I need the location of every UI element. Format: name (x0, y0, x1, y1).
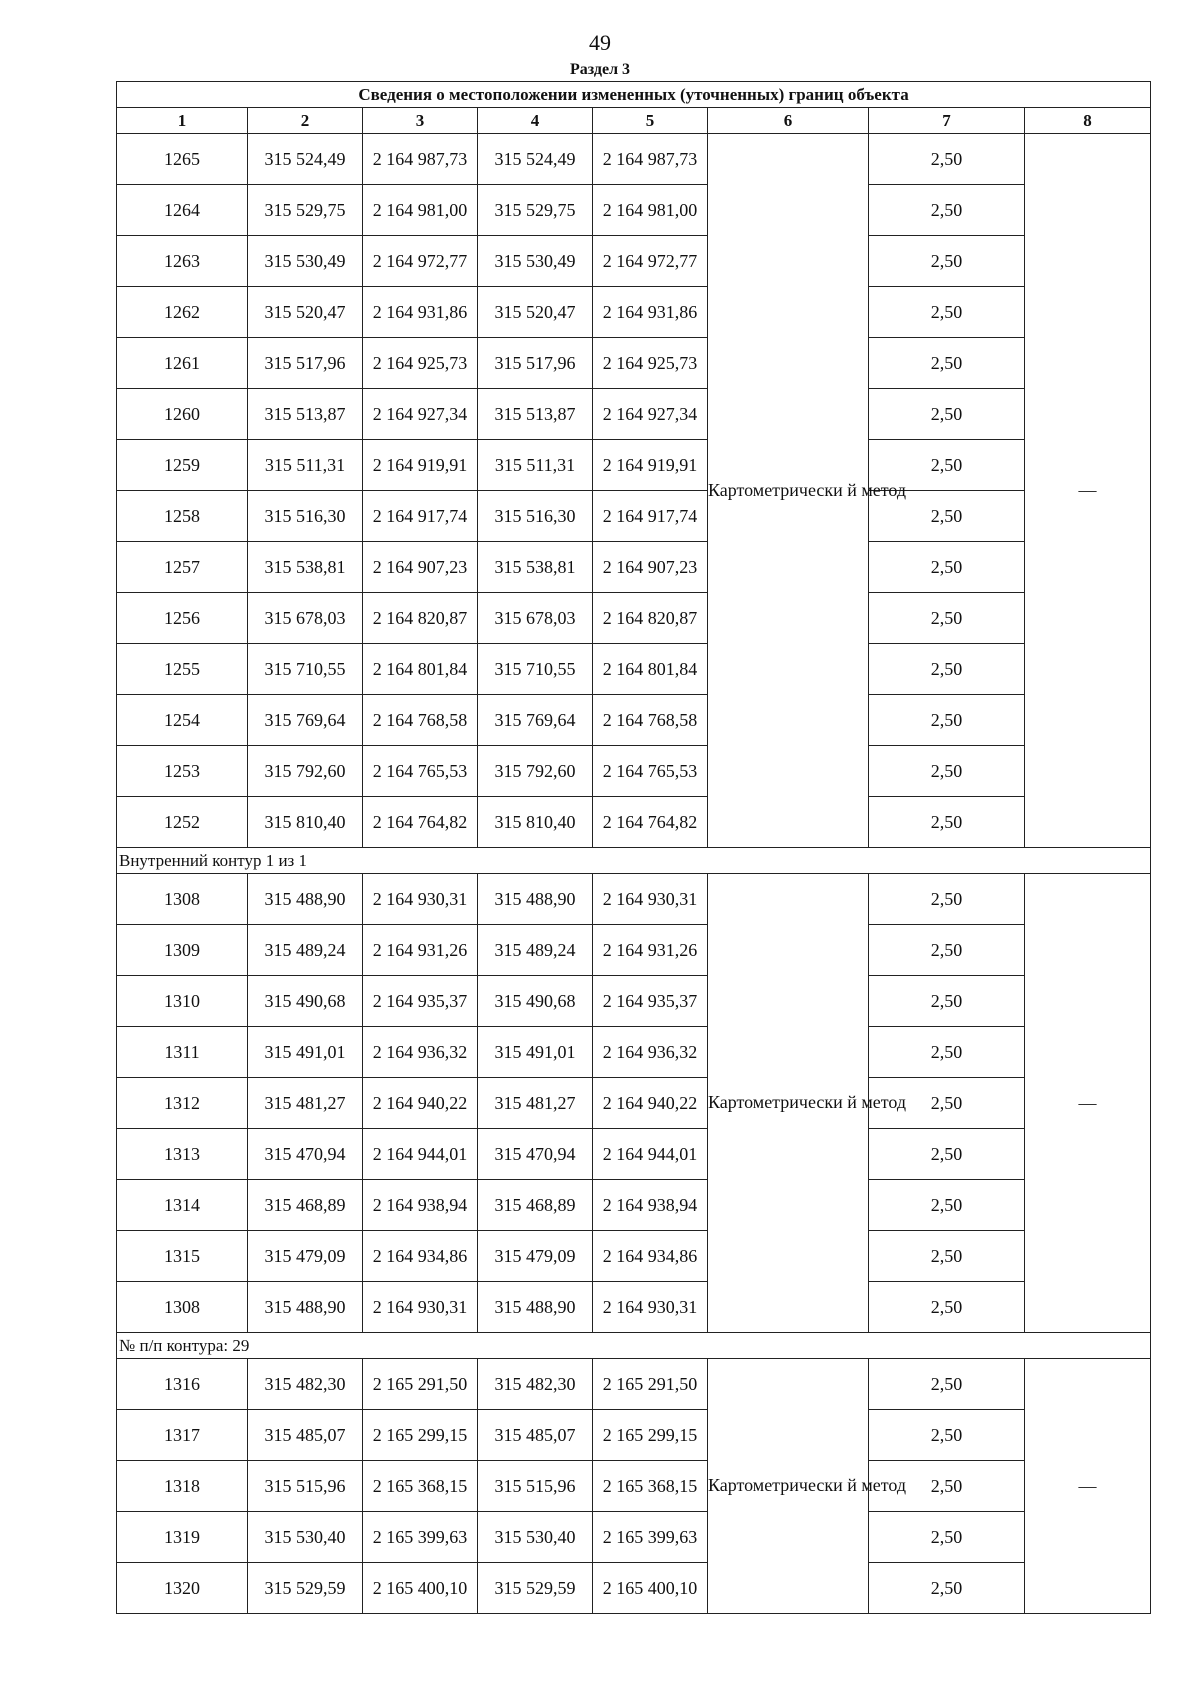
x-old-cell: 315 710,55 (248, 644, 363, 695)
precision-cell: 2,50 (869, 1027, 1025, 1078)
x-new-cell: 315 470,94 (478, 1129, 593, 1180)
x-old-cell: 315 792,60 (248, 746, 363, 797)
precision-cell: 2,50 (869, 491, 1025, 542)
column-number: 7 (869, 108, 1025, 134)
y-new-cell: 2 164 940,22 (593, 1078, 708, 1129)
column-numbers-row (117, 108, 1151, 134)
point-number-cell: 1259 (117, 440, 248, 491)
table-caption-row (117, 82, 1151, 108)
y-new-cell: 2 164 944,01 (593, 1129, 708, 1180)
x-new-cell: 315 678,03 (478, 593, 593, 644)
point-number-cell: 1308 (117, 1282, 248, 1333)
x-new-cell: 315 530,49 (478, 236, 593, 287)
table-row (117, 542, 1151, 593)
point-number-cell: 1263 (117, 236, 248, 287)
x-new-cell: 315 530,40 (478, 1512, 593, 1563)
y-new-cell: 2 164 930,31 (593, 874, 708, 925)
table-row (117, 1129, 1151, 1180)
table-row (117, 491, 1151, 542)
y-new-cell: 2 164 930,31 (593, 1282, 708, 1333)
table-row (117, 593, 1151, 644)
y-new-cell: 2 164 768,58 (593, 695, 708, 746)
y-old-cell: 2 164 925,73 (363, 338, 478, 389)
precision-cell: 2,50 (869, 185, 1025, 236)
y-new-cell: 2 164 801,84 (593, 644, 708, 695)
point-number-cell: 1262 (117, 287, 248, 338)
y-old-cell: 2 164 935,37 (363, 976, 478, 1027)
y-old-cell: 2 164 931,86 (363, 287, 478, 338)
y-new-cell: 2 164 764,82 (593, 797, 708, 848)
y-new-cell: 2 165 400,10 (593, 1563, 708, 1614)
point-number-cell: 1313 (117, 1129, 248, 1180)
point-number-cell: 1310 (117, 976, 248, 1027)
x-new-cell: 315 769,64 (478, 695, 593, 746)
x-old-cell: 315 529,75 (248, 185, 363, 236)
x-old-cell: 315 468,89 (248, 1180, 363, 1231)
y-new-cell: 2 164 931,26 (593, 925, 708, 976)
y-old-cell: 2 164 938,94 (363, 1180, 478, 1231)
point-number-cell: 1312 (117, 1078, 248, 1129)
y-new-cell: 2 164 765,53 (593, 746, 708, 797)
y-old-cell: 2 164 987,73 (363, 134, 478, 185)
x-new-cell: 315 489,24 (478, 925, 593, 976)
point-number-cell: 1261 (117, 338, 248, 389)
point-number-cell: 1318 (117, 1461, 248, 1512)
precision-cell: 2,50 (869, 1359, 1025, 1410)
precision-cell: 2,50 (869, 976, 1025, 1027)
x-old-cell: 315 515,96 (248, 1461, 363, 1512)
column-number: 8 (1025, 108, 1151, 134)
table-row (117, 797, 1151, 848)
y-new-cell: 2 164 981,00 (593, 185, 708, 236)
y-new-cell: 2 164 917,74 (593, 491, 708, 542)
x-new-cell: 315 529,75 (478, 185, 593, 236)
y-old-cell: 2 164 764,82 (363, 797, 478, 848)
precision-cell: 2,50 (869, 389, 1025, 440)
y-new-cell: 2 164 927,34 (593, 389, 708, 440)
y-old-cell: 2 164 820,87 (363, 593, 478, 644)
column-number: 3 (363, 108, 478, 134)
precision-cell: 2,50 (869, 1078, 1025, 1129)
x-old-cell: 315 488,90 (248, 1282, 363, 1333)
x-new-cell: 315 792,60 (478, 746, 593, 797)
x-old-cell: 315 491,01 (248, 1027, 363, 1078)
precision-cell: 2,50 (869, 1512, 1025, 1563)
table-row (117, 1180, 1151, 1231)
point-number-cell: 1255 (117, 644, 248, 695)
precision-cell: 2,50 (869, 644, 1025, 695)
precision-cell: 2,50 (869, 1563, 1025, 1614)
column-number: 4 (478, 108, 593, 134)
x-new-cell: 315 529,59 (478, 1563, 593, 1614)
y-old-cell: 2 165 299,15 (363, 1410, 478, 1461)
x-old-cell: 315 530,40 (248, 1512, 363, 1563)
precision-cell: 2,50 (869, 925, 1025, 976)
point-number-cell: 1253 (117, 746, 248, 797)
x-new-cell: 315 468,89 (478, 1180, 593, 1231)
x-old-cell: 315 810,40 (248, 797, 363, 848)
contour-header: № п/п контура: 29 (117, 1333, 1151, 1359)
x-old-cell: 315 530,49 (248, 236, 363, 287)
x-old-cell: 315 517,96 (248, 338, 363, 389)
point-number-cell: 1257 (117, 542, 248, 593)
point-number-cell: 1316 (117, 1359, 248, 1410)
precision-cell: 2,50 (869, 1180, 1025, 1231)
table-row (117, 874, 1151, 925)
method-cell: Картометрически й метод (708, 134, 869, 848)
y-new-cell: 2 164 925,73 (593, 338, 708, 389)
point-number-cell: 1252 (117, 797, 248, 848)
y-new-cell: 2 165 291,50 (593, 1359, 708, 1410)
precision-cell: 2,50 (869, 695, 1025, 746)
x-old-cell: 315 489,24 (248, 925, 363, 976)
table-row (117, 976, 1151, 1027)
y-new-cell: 2 164 936,32 (593, 1027, 708, 1078)
x-new-cell: 315 520,47 (478, 287, 593, 338)
column-8-cell: — (1025, 1359, 1151, 1614)
point-number-cell: 1254 (117, 695, 248, 746)
x-old-cell: 315 470,94 (248, 1129, 363, 1180)
point-number-cell: 1260 (117, 389, 248, 440)
point-number-cell: 1317 (117, 1410, 248, 1461)
x-old-cell: 315 488,90 (248, 874, 363, 925)
table-caption: Сведения о местоположении измененных (уточненных) границ объекта (117, 82, 1151, 108)
y-old-cell: 2 164 768,58 (363, 695, 478, 746)
table-body (117, 82, 1151, 1614)
y-old-cell: 2 164 907,23 (363, 542, 478, 593)
y-old-cell: 2 164 930,31 (363, 1282, 478, 1333)
y-old-cell: 2 164 940,22 (363, 1078, 478, 1129)
x-old-cell: 315 524,49 (248, 134, 363, 185)
column-number: 1 (117, 108, 248, 134)
table-row (117, 1359, 1151, 1410)
y-new-cell: 2 165 399,63 (593, 1512, 708, 1563)
point-number-cell: 1314 (117, 1180, 248, 1231)
x-new-cell: 315 481,27 (478, 1078, 593, 1129)
x-old-cell: 315 513,87 (248, 389, 363, 440)
precision-cell: 2,50 (869, 1231, 1025, 1282)
y-old-cell: 2 164 801,84 (363, 644, 478, 695)
table-row (117, 925, 1151, 976)
y-new-cell: 2 164 919,91 (593, 440, 708, 491)
table-row (117, 1231, 1151, 1282)
point-number-cell: 1264 (117, 185, 248, 236)
y-old-cell: 2 165 399,63 (363, 1512, 478, 1563)
y-new-cell: 2 164 931,86 (593, 287, 708, 338)
point-number-cell: 1258 (117, 491, 248, 542)
method-cell: Картометрически й метод (708, 1359, 869, 1614)
point-number-cell: 1315 (117, 1231, 248, 1282)
x-new-cell: 315 488,90 (478, 874, 593, 925)
y-old-cell: 2 164 981,00 (363, 185, 478, 236)
coordinates-table (116, 81, 1151, 1614)
x-new-cell: 315 516,30 (478, 491, 593, 542)
y-old-cell: 2 164 917,74 (363, 491, 478, 542)
x-old-cell: 315 485,07 (248, 1410, 363, 1461)
y-new-cell: 2 164 972,77 (593, 236, 708, 287)
table-row (117, 1282, 1151, 1333)
x-old-cell: 315 529,59 (248, 1563, 363, 1614)
x-new-cell: 315 524,49 (478, 134, 593, 185)
y-old-cell: 2 164 934,86 (363, 1231, 478, 1282)
x-new-cell: 315 479,09 (478, 1231, 593, 1282)
precision-cell: 2,50 (869, 874, 1025, 925)
x-new-cell: 315 517,96 (478, 338, 593, 389)
point-number-cell: 1320 (117, 1563, 248, 1614)
table-row (117, 1512, 1151, 1563)
table-row (117, 644, 1151, 695)
table-row (117, 236, 1151, 287)
point-number-cell: 1256 (117, 593, 248, 644)
y-old-cell: 2 164 927,34 (363, 389, 478, 440)
x-old-cell: 315 511,31 (248, 440, 363, 491)
y-old-cell: 2 164 944,01 (363, 1129, 478, 1180)
x-old-cell: 315 520,47 (248, 287, 363, 338)
table-row (117, 1410, 1151, 1461)
x-new-cell: 315 482,30 (478, 1359, 593, 1410)
column-number: 6 (708, 108, 869, 134)
point-number-cell: 1308 (117, 874, 248, 925)
x-new-cell: 315 810,40 (478, 797, 593, 848)
contour-header-row (117, 848, 1151, 874)
table-row (117, 1078, 1151, 1129)
y-old-cell: 2 164 972,77 (363, 236, 478, 287)
precision-cell: 2,50 (869, 1410, 1025, 1461)
x-old-cell: 315 481,27 (248, 1078, 363, 1129)
y-old-cell: 2 165 400,10 (363, 1563, 478, 1614)
y-old-cell: 2 164 936,32 (363, 1027, 478, 1078)
y-old-cell: 2 164 930,31 (363, 874, 478, 925)
column-8-cell: — (1025, 134, 1151, 848)
column-8-cell: — (1025, 874, 1151, 1333)
method-cell: Картометрически й метод (708, 874, 869, 1333)
x-new-cell: 315 488,90 (478, 1282, 593, 1333)
y-old-cell: 2 165 368,15 (363, 1461, 478, 1512)
precision-cell: 2,50 (869, 746, 1025, 797)
x-new-cell: 315 485,07 (478, 1410, 593, 1461)
table-row (117, 185, 1151, 236)
precision-cell: 2,50 (869, 1461, 1025, 1512)
x-new-cell: 315 491,01 (478, 1027, 593, 1078)
x-new-cell: 315 490,68 (478, 976, 593, 1027)
x-new-cell: 315 710,55 (478, 644, 593, 695)
y-new-cell: 2 164 907,23 (593, 542, 708, 593)
y-new-cell: 2 164 820,87 (593, 593, 708, 644)
x-old-cell: 315 482,30 (248, 1359, 363, 1410)
x-new-cell: 315 538,81 (478, 542, 593, 593)
x-old-cell: 315 516,30 (248, 491, 363, 542)
x-old-cell: 315 490,68 (248, 976, 363, 1027)
point-number-cell: 1319 (117, 1512, 248, 1563)
table-row (117, 1461, 1151, 1512)
point-number-cell: 1311 (117, 1027, 248, 1078)
precision-cell: 2,50 (869, 1282, 1025, 1333)
y-old-cell: 2 164 919,91 (363, 440, 478, 491)
precision-cell: 2,50 (869, 1129, 1025, 1180)
precision-cell: 2,50 (869, 134, 1025, 185)
x-new-cell: 315 513,87 (478, 389, 593, 440)
x-new-cell: 315 515,96 (478, 1461, 593, 1512)
y-new-cell: 2 164 938,94 (593, 1180, 708, 1231)
precision-cell: 2,50 (869, 236, 1025, 287)
table-row (117, 1563, 1151, 1614)
precision-cell: 2,50 (869, 797, 1025, 848)
column-number: 2 (248, 108, 363, 134)
table-row (117, 287, 1151, 338)
x-old-cell: 315 769,64 (248, 695, 363, 746)
contour-header-row (117, 1333, 1151, 1359)
precision-cell: 2,50 (869, 287, 1025, 338)
y-new-cell: 2 164 987,73 (593, 134, 708, 185)
table-row (117, 1027, 1151, 1078)
table-row (117, 695, 1151, 746)
y-old-cell: 2 165 291,50 (363, 1359, 478, 1410)
precision-cell: 2,50 (869, 542, 1025, 593)
x-old-cell: 315 479,09 (248, 1231, 363, 1282)
contour-header: Внутренний контур 1 из 1 (117, 848, 1151, 874)
point-number-cell: 1265 (117, 134, 248, 185)
point-number-cell: 1309 (117, 925, 248, 976)
precision-cell: 2,50 (869, 593, 1025, 644)
page-number: 49 (589, 30, 611, 55)
y-new-cell: 2 165 299,15 (593, 1410, 708, 1461)
y-new-cell: 2 164 935,37 (593, 976, 708, 1027)
y-new-cell: 2 165 368,15 (593, 1461, 708, 1512)
x-old-cell: 315 678,03 (248, 593, 363, 644)
precision-cell: 2,50 (869, 338, 1025, 389)
y-old-cell: 2 164 931,26 (363, 925, 478, 976)
precision-cell: 2,50 (869, 440, 1025, 491)
table-row (117, 338, 1151, 389)
table-row (117, 134, 1151, 185)
y-old-cell: 2 164 765,53 (363, 746, 478, 797)
x-old-cell: 315 538,81 (248, 542, 363, 593)
table-row (117, 389, 1151, 440)
y-new-cell: 2 164 934,86 (593, 1231, 708, 1282)
table-row (117, 440, 1151, 491)
table-row (117, 746, 1151, 797)
x-new-cell: 315 511,31 (478, 440, 593, 491)
section-title: Раздел 3 (569, 61, 631, 78)
column-number: 5 (593, 108, 708, 134)
